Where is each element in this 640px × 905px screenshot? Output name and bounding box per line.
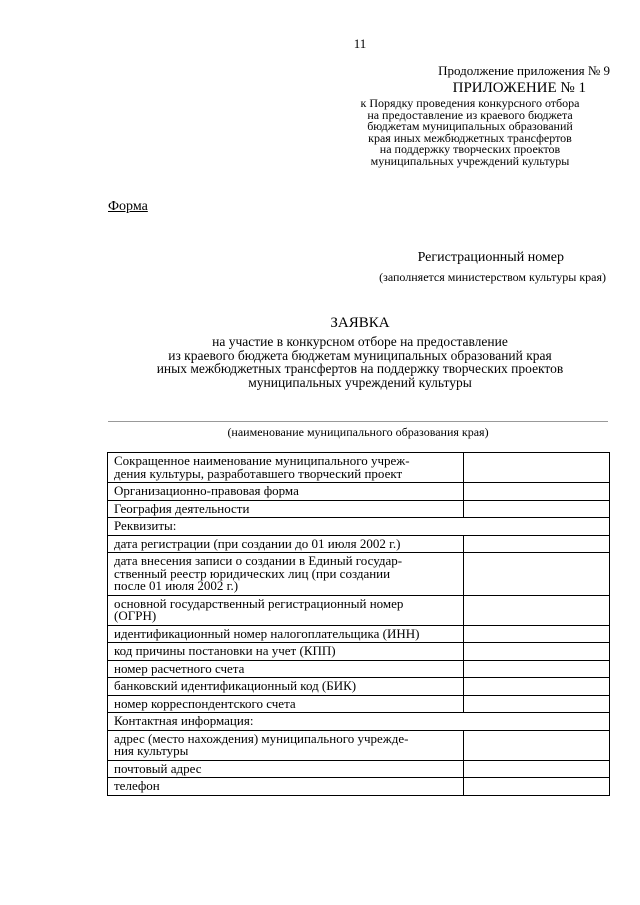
table-row [108, 643, 610, 661]
field-label: Контактная информация: [108, 713, 610, 731]
appendix-description-line: бюджетам муниципальных образований [367, 119, 573, 133]
application-form-table [107, 452, 610, 796]
field-label: идентификационный номер налогоплательщика (ИНН) [108, 625, 464, 643]
field-value-cell[interactable] [463, 453, 609, 483]
field-label: География деятельности [108, 500, 464, 518]
municipality-caption: (наименование муниципального образования края) [227, 425, 489, 439]
field-value-cell[interactable] [463, 500, 609, 518]
field-label: адрес (место нахождения) муниципального учрежде- ния культуры [108, 730, 464, 760]
table-row [108, 553, 610, 596]
field-label: номер корреспондентского счета [108, 695, 464, 713]
table-row [108, 678, 610, 696]
field-label: Организационно-правовая форма [108, 483, 464, 501]
document-subtitle-line: муниципальных учреждений культуры [248, 374, 472, 390]
field-value-cell[interactable] [463, 595, 609, 625]
appendix-description [340, 98, 600, 167]
registration-note: (заполняется министерством культуры края) [379, 270, 606, 284]
appendix-description-line: к Порядку проведения конкурсного отбора [360, 96, 580, 110]
table-row [108, 535, 610, 553]
field-label: дата регистрации (при создании до 01 июля 2002 г.) [108, 535, 464, 553]
registration-number-label: Регистрационный номер [417, 250, 564, 265]
field-value-cell[interactable] [463, 695, 609, 713]
appendix-description-line: на поддержку творческих проектов [379, 142, 561, 156]
document-subtitle-line: из краевого бюджета бюджетам муниципальных образований края [168, 347, 552, 363]
field-value-cell[interactable] [463, 730, 609, 760]
table-row [108, 625, 610, 643]
table-row [108, 595, 610, 625]
field-label: Реквизиты: [108, 518, 610, 536]
appendix-description-line: края иных межбюджетных трансфертов [368, 130, 572, 145]
field-value-cell[interactable] [463, 778, 609, 796]
field-label: почтовый адрес [108, 760, 464, 778]
field-label: Сокращенное наименование муниципального учреж- дения культуры, разработавшего творческий проект [108, 453, 464, 483]
field-label: телефон [108, 778, 464, 796]
field-label: основной государственный регистрационный номер (ОГРН) [108, 595, 464, 625]
document-title: ЗАЯВКА [330, 315, 390, 331]
table-row [108, 518, 610, 536]
field-value-cell[interactable] [463, 760, 609, 778]
table-row [108, 500, 610, 518]
field-value-cell[interactable] [463, 535, 609, 553]
field-label: банковский идентификационный код (БИК) [108, 678, 464, 696]
table-row [108, 483, 610, 501]
field-value-cell[interactable] [463, 643, 609, 661]
table-row [108, 778, 610, 796]
field-value-cell[interactable] [463, 553, 609, 596]
table-row [108, 695, 610, 713]
field-label: номер расчетного счета [108, 660, 464, 678]
document-subtitle-line: иных межбюджетных трансфертов на поддержку творческих проектов [156, 361, 564, 376]
field-label: код причины постановки на учет (КПП) [108, 643, 464, 661]
field-label: дата внесения записи о создании в Единый государ- ственный реестр юридических лиц (при создании после 01 июля 2002 г.) [108, 553, 464, 596]
appendix-description-line: на предоставление из краевого бюджета [367, 107, 573, 122]
field-value-cell[interactable] [463, 483, 609, 501]
appendix-description-line: муниципальных учреждений культуры [370, 153, 570, 168]
appendix-title: ПРИЛОЖЕНИЕ № 1 [452, 80, 586, 96]
page-number: 11 [353, 36, 367, 51]
field-value-cell[interactable] [463, 625, 609, 643]
form-label: Форма [108, 199, 148, 214]
table-row [108, 660, 610, 678]
table-row [108, 730, 610, 760]
municipality-fill-line[interactable] [108, 421, 608, 422]
field-value-cell[interactable] [463, 660, 609, 678]
document-subtitle-line: на участие в конкурсном отборе на предоставление [212, 334, 508, 349]
table-row [108, 453, 610, 483]
document-subtitle [110, 335, 610, 389]
field-value-cell[interactable] [463, 678, 609, 696]
table-row [108, 760, 610, 778]
appendix-continuation: Продолжение приложения № 9 [438, 63, 610, 78]
table-row [108, 713, 610, 731]
